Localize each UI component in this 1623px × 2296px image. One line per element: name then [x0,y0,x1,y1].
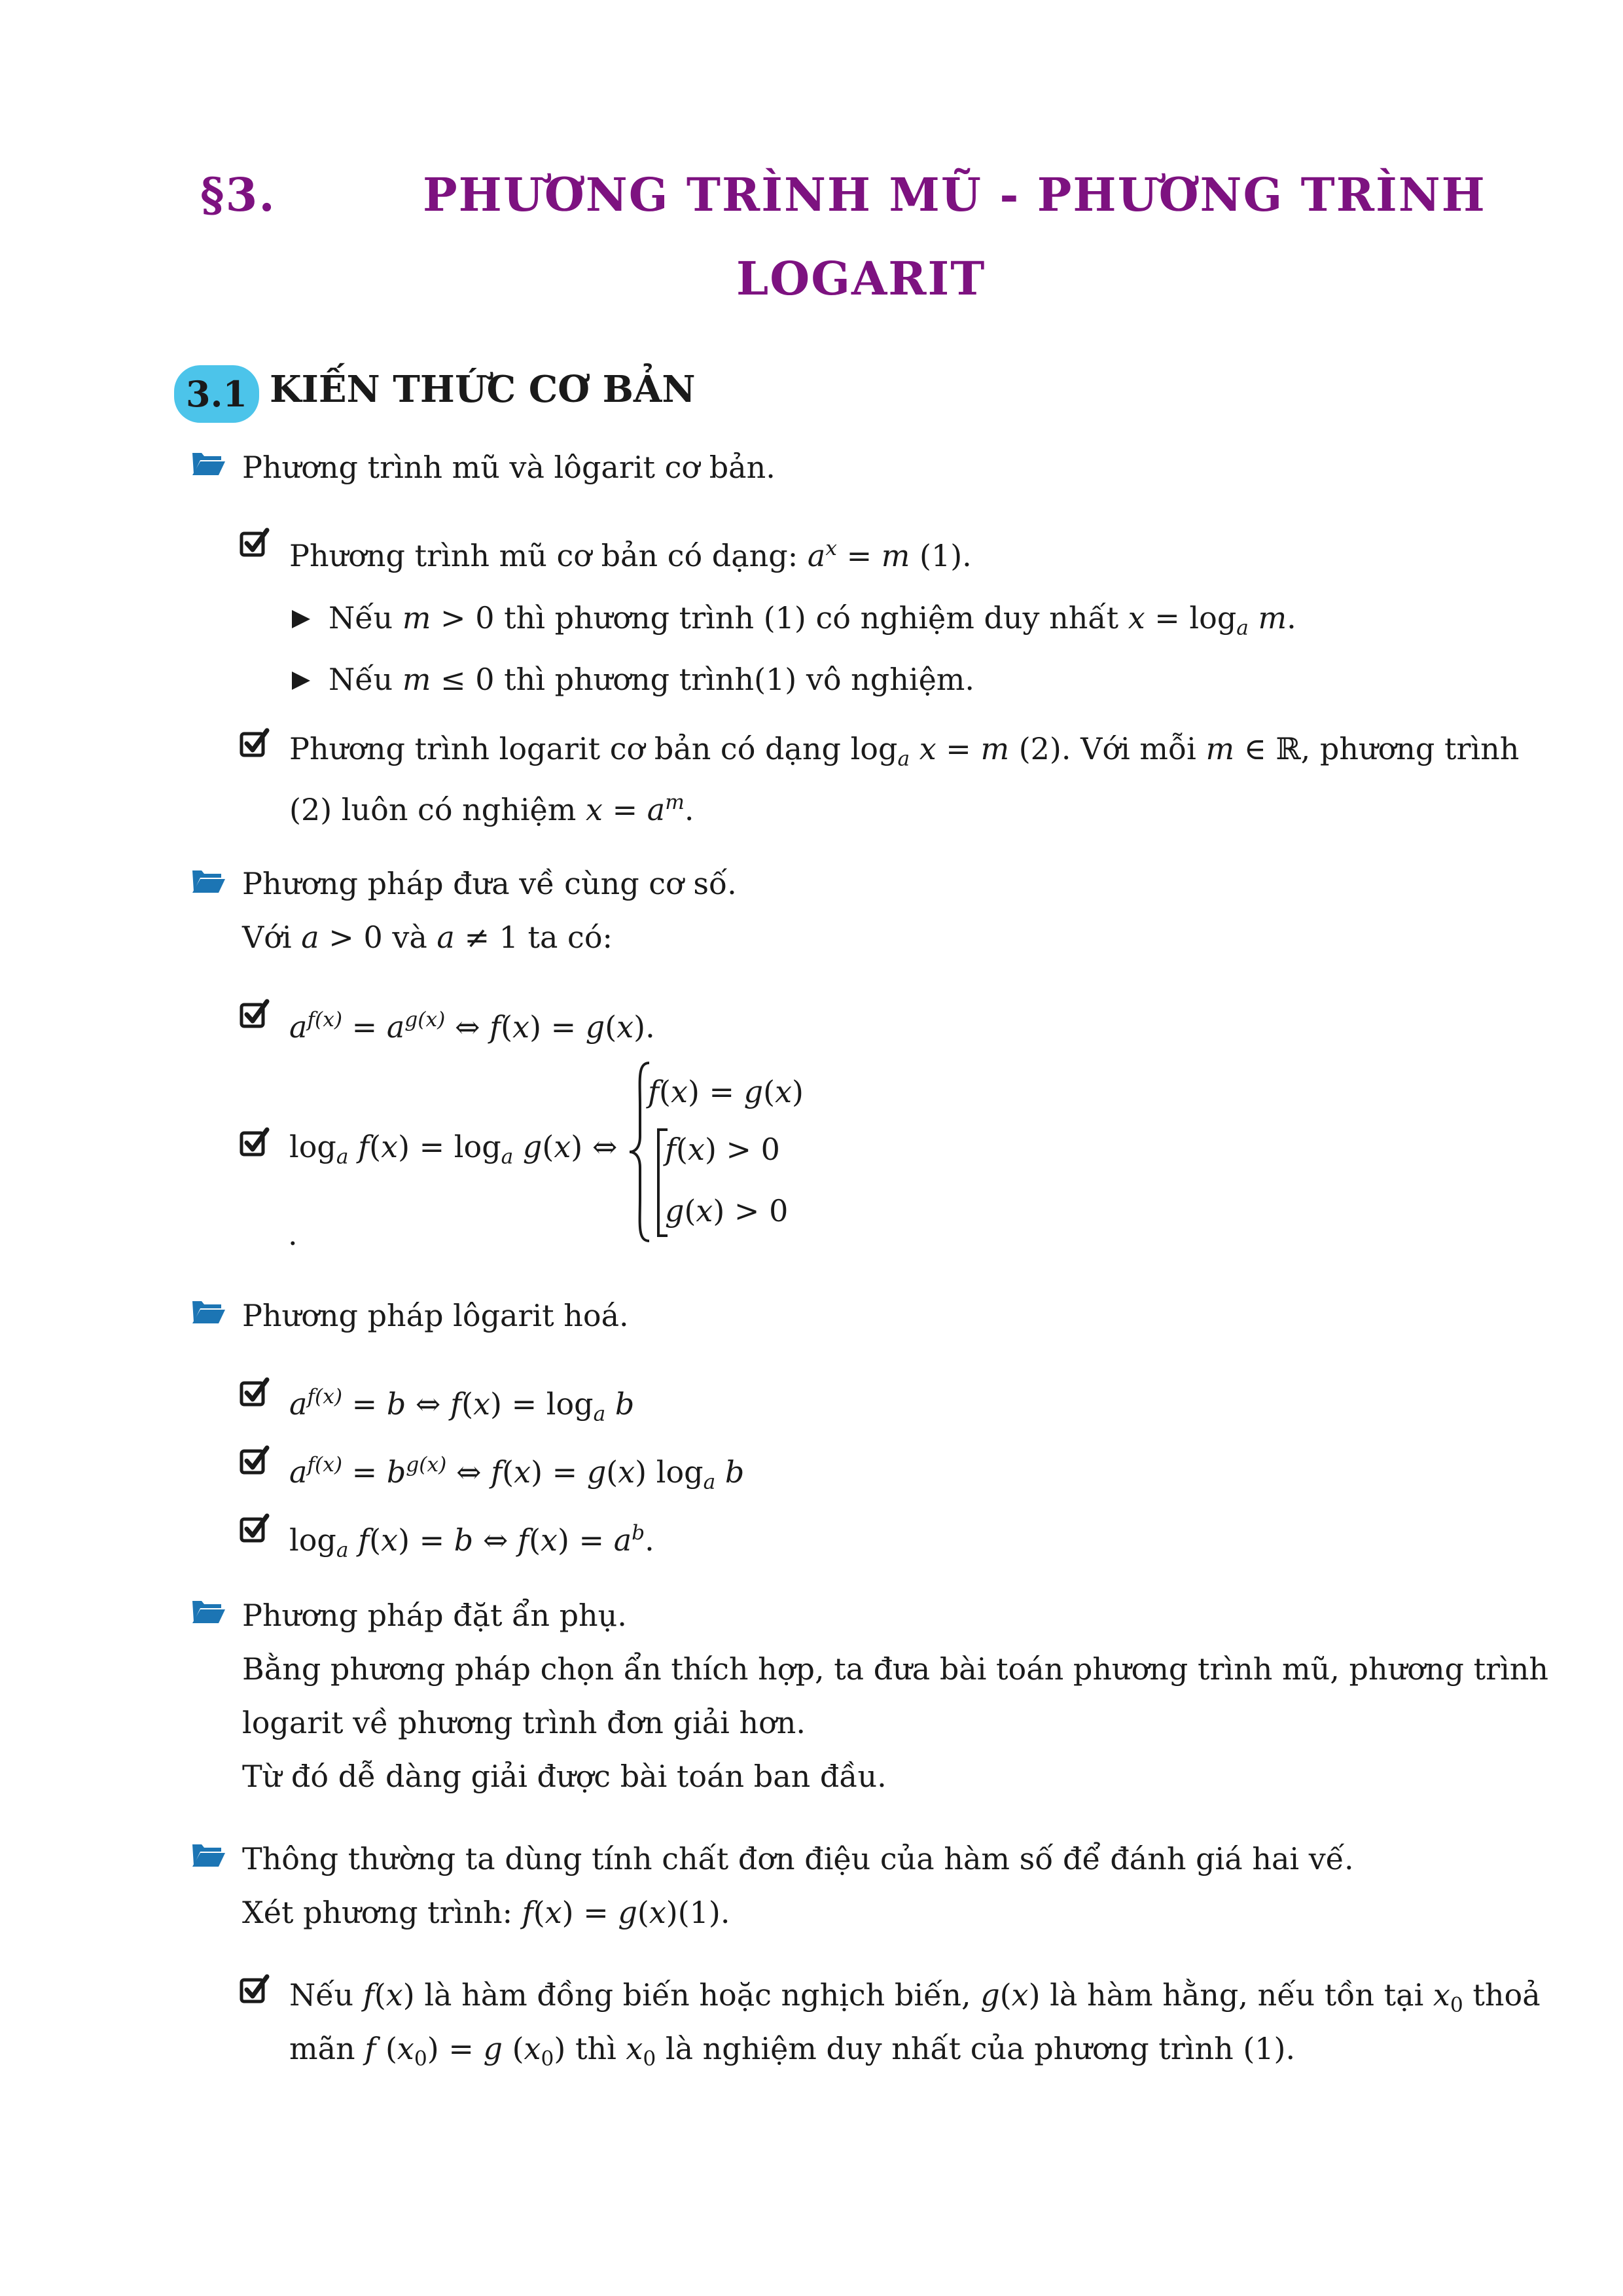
checkbox-icon [240,1377,271,1407]
checkbox-icon [240,1974,271,2004]
cond-f-positive: f(x) > 0 [665,1132,780,1167]
triangle-bullet-icon [291,669,313,692]
exp-case-nonpositive: Nếu m ≤ 0 thì phương trình(1) vô nghiệm. [329,662,975,697]
section-title: KIẾN THỨC CƠ BẢN [270,368,696,411]
log-basic-solution: (2) luôn có nghiệm $x = a^m$. [289,791,694,828]
monotonicity-rule-line1: Nếu f(x) là hàm đồng biến hoặc nghịch biến, g(x) là hàm hằng, nếu tồn tại $x_0$ thoả [289,1977,1541,2017]
substitution-text-line2: logarit về phương trình đơn giải hơn. [242,1705,806,1740]
open-folder-icon [190,1596,228,1626]
substitution-text-line3: Từ đó dễ dàng giải được bài toán ban đầu. [242,1759,887,1794]
chapter-number: §3. [200,168,276,222]
checkbox-icon [240,728,271,758]
open-folder-icon [190,865,228,895]
exp-basic-form: Phương trình mũ cơ bản có dạng: $a^x = m$ (1). [289,537,972,574]
open-folder-icon [190,1839,228,1869]
section-number-badge: 3.1 [174,365,259,423]
checkbox-icon [240,1513,271,1543]
triangle-bullet-icon [291,607,313,631]
exp-case-positive: Nếu m > 0 thì phương trình (1) có nghiệm duy nhất $x = \log_a m$. [329,600,1296,640]
system-eq: f(x) = g(x) [648,1074,804,1109]
open-folder-icon [190,448,228,478]
cond-g-positive: g(x) > 0 [665,1193,789,1229]
monotonicity-rule-line2: mãn f $(x_0) = g$ $(x_0)$ thì $x_0$ là nghiệm duy nhất của phương trình (1). [289,2031,1296,2071]
logarithmize-rule-1: $a^{f(x)} = b$ ⇔ $f(x) = \log_a b$ [289,1385,635,1426]
checkbox-icon [240,999,271,1029]
subsection-substitution: Phương pháp đặt ẩn phụ. [242,1598,627,1633]
chapter-title-line1: PHƯƠNG TRÌNH MŨ - PHƯƠNG TRÌNH [423,168,1486,222]
substitution-text-line1: Bằng phương pháp chọn ẩn thích hợp, ta đưa bài toán phương trình mũ, phương trình [242,1651,1549,1687]
subsection-basic-equations: Phương trình mũ và lôgarit cơ bản. [242,450,776,485]
logarithmize-rule-2: $a^{f(x)} = b^{g(x)}$ ⇔ f(x) = g(x) $\log_a b$ [289,1453,745,1494]
subsection-monotonicity: Thông thường ta dùng tính chất đơn điệu của hàm số để đánh giá hai vế. [242,1841,1354,1876]
chapter-title-line2: LOGARIT [736,251,986,306]
same-base-condition: Với a > 0 và a ≠ 1 ta có: [242,920,613,955]
checkbox-icon [240,1445,271,1475]
monotonicity-equation: Xét phương trình: f(x) = g(x)(1). [242,1895,730,1930]
checkbox-icon [240,1127,271,1157]
same-base-log-rule: $\log_a f(x) = \log_a g(x)$ ⇔ [289,1129,618,1169]
trailing-dot: . [288,1217,298,1252]
same-base-exp-rule: $a^{f(x)} = a^{g(x)}$ ⇔ f(x) = g(x). [289,1008,655,1045]
subsection-logarithmization: Phương pháp lôgarit hoá. [242,1298,629,1333]
open-folder-icon [190,1296,228,1326]
checkbox-icon [240,528,271,558]
log-basic-form: Phương trình logarit cơ bản có dạng $\log_a x = m$ (2). Với mỗi m ∈ ℝ, phương trình [289,731,1520,771]
subsection-same-base: Phương pháp đưa về cùng cơ số. [242,866,737,901]
logarithmize-rule-3: $\log_a f(x) = b$ ⇔ $f(x) = a^b$. [289,1521,654,1562]
